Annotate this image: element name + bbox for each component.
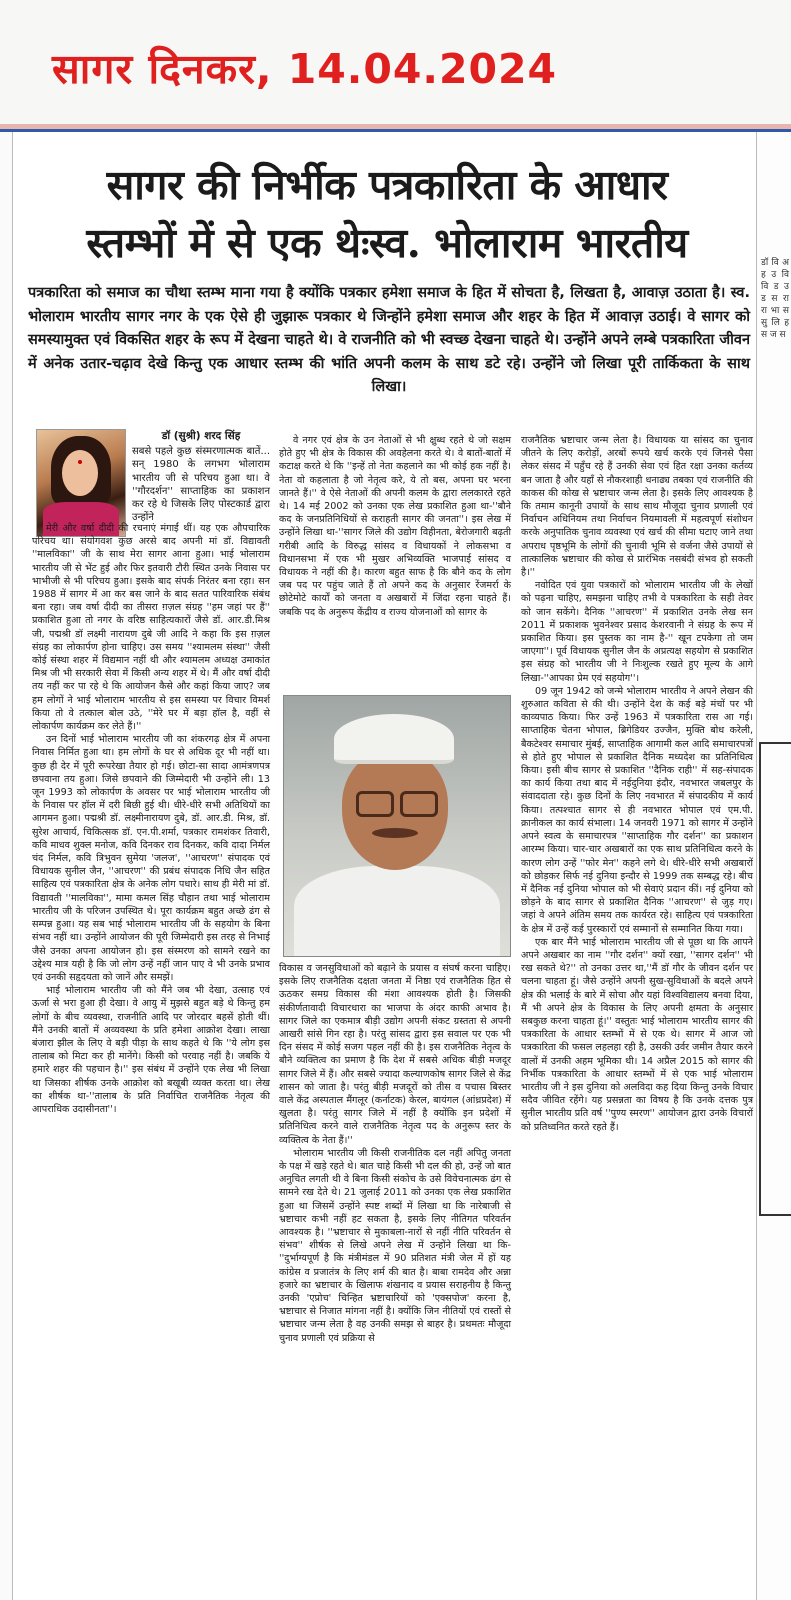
adjacent-article-edge [756,132,791,1600]
col3-paragraph-1: राजनैतिक भ्रष्टाचार जन्म लेता है। विधायक या सांसद का चुनाव जीतने के लिए करोड़ों, अरबों रूपये खर्च करके एवं जिनसे पैसा लेकर संसद में पहुँच रहे हैं उनकी सेवा एवं हित रक्षा उनका कर्तव्य बन जाता है और यहाँ से नौकरशाही धनाढ्य तबका एवं राजनीति की काकस की कोख से भ्रष्टाचार जन्म लेता है। इसके लिए आवश्यक है कि तमाम कानूनी उपायों के साथ साथ मौजूदा चुनाव प्रणाली एवं निर्वाचन अधिनियम तथा निर्वाचन नियमावली में महत्वपूर्ण संशोधन करके अनुपातिक चुनाव व्यवस्था एवं खर्च की सीमा घटाए जाने तथा अपराध पृष्ठभूमि के लोगों की चुनावी भूमि से वर्जना जैसे उपायों से तात्कालिक भ्रष्टाचार की कोख से प्रारंभिक नसबंदी संभव हो सकती है।'' [521,435,753,579]
headline-line-1: सागर की निर्भीक पत्रकारिता के आधार [106,161,668,209]
left-page-edge [0,132,13,1600]
column-3 [521,434,753,1134]
publication-title: सागर दिनकर, 14.04.2024 [52,45,558,93]
byline-text: सबसे पहले कुछ संस्मरणात्मक बातें... सन् 1980 के लगभग भोलाराम भारतीय जी से परिचय हुआ था। वे ''गौरदर्शन'' साप्ताहिक का प्रकाशन कर रहे थे जिसके लिए पोस्टकार्ड द्वारा उन्होंने [132,446,270,524]
col2-paragraph-2: भोलाराम भारतीय जी किसी राजनीतिक दल नहीं अपितु जनता के पक्ष में खड़े रहते थे। बात चाहे किसी भी दल की हो, उन्हें जो बात अनुचित लगती थी वे बिना किसी संकोच के उसे विवेचनात्मक ढंग से सामने रख देते थे। 21 जुलाई 2011 को उनका एक लेख प्रकाशित हुआ था जिसमें उन्होंने स्पष्ट शब्दों में लिखा था कि नारेबाजी से भ्रष्टाचार कभी नहीं हट सकता है, इसके लिए नीतिगत परिवर्तन आवश्यक है। ''भ्रष्टाचार से मुकाबला-नारों से नहीं नीति परिवर्तन से संभव'' शीर्षक से लिखे अपने लेख में उन्होंने लिखा था कि-''दुर्भाग्यपूर्ण है कि मंत्रीमंडल में 90 प्रतिशत मंत्री जेल में हों यह कांग्रेस व प्रजातंत्र के लिए शर्म की बात है। बाबा रामदेव और अन्ना हजारे का भ्रष्टाचार के खिलाफ शंखनाद व प्रयास सराहनीय है किन्तु उनकी 'एप्रोच' चिन्हित भ्रष्टाचारियों को 'एक्सपोज' करना है, भ्रष्टाचार से निजात मांगना नहीं है। क्योंकि जिन नीतियों एवं रास्तों से भ्रष्टाचार जन्म लेता है वह उनकी समझ से बाहर है। प्रथमतः मौजूदा चुनाव प्रणाली एवं प्रक्रिया से [279,1147,511,1344]
col2-paragraph-1: विकास व जनसुविधाओं को बढ़ाने के प्रयास व संघर्ष करना चाहिए। इसके लिए राजनैतिक दक्षता जनता में निष्ठा एवं राजनैतिक हित से ऊठकर समग्र विकास की मंशा आवश्यक होती है। जिसकी संकीर्णतावादी विचारधारा का भाजपा के अंदर काफी अभाव है। सागर जिले का एकमात्र बीड़ी उद्योग अपनी संकट ग्रस्तता से अपनी आखरी सांसे गिन रहा है। परंतु सांसद द्वारा इस सवाल पर एक भी दिन संसद में कोई सजग पहल नहीं की है। इस राजनैतिक नेतृत्व के बौने व्यक्तित्व का प्रमाण है कि देश में सबसे अधिक बीड़ी मजदूर सागर जिले में हैं। और सबसे ज्यादा कल्याणकोष सागर जिले से केंद्र शासन को जाता है। परंतु बीड़ी मजदूरों को तीस व पचास बिस्तर वाले केंद्र अस्पताल मैंगलूर (कर्नाटक) केरल, बायंगल (आंध्रप्रदेश) में खुलता है। परंतु सागर जिले में नहीं है क्योंकि इन प्रदेशों में प्रतिनिधित्व करने वाले राजनैतिक नेतृत्व पद के अनुरूप स्तर के व्यक्तित्व के नेता हैं।'' [279,963,511,1146]
column-1 [32,522,270,1116]
headline-line-2: स्तम्भों में से एक थेःस्व. भोलाराम भारतीय [86,219,688,267]
col3-paragraph-4: एक बार मैंने भाई भोलाराम भारतीय जी से पूछा था कि आपने अपने अखबार का नाम ''गौर दर्शन'' क्यों रखा, ''सागर दर्शन'' भी रख सकते थे?'' तो उनका उत्तर था,''मैं डॉ गौर के जीवन दर्शन पर चलना चाहता हूं। जैसे उन्होंने अपनी सुख-सुविधाओं के बदले अपने क्षेत्र की भलाई के बारे में सोचा और यहां विश्वविद्यालय बनवा दिया, मैं भी अपने क्षेत्र के विकास के लिए अपनी क्षमता के अनुसार सबकुछ करना चाहता हूं।'' वस्तुतः भाई भोलाराम भारतीय सागर की पत्रकारिता के आधार स्तम्भों में से एक थे। सागर में आज जो पत्रकारिता की फसल लहलहा रही है, उसकी उर्वर जमीन तैयार करने वालों में उनकी अहम भूमिका थी। 14 अप्रैल 2015 को सागर की निर्भीक पत्रकारिता के आधार स्तम्भों में से एक भाई भोलाराम भारतीय जी ने इस दुनिया को अलविदा कह दिया किन्तु उनके विचार सदैव जीवित रहेंगे। यह प्रसन्नता का विषय है कि उनके दत्तक पुत्र सुनील भारतीय प्रति वर्ष ''पुण्य स्मरण'' आयोजन द्वारा उनके विचारों को प्रतिध्वनित करते रहते हैं। [521,936,753,1133]
bholaram-bharatiya-photo [283,695,511,957]
byline-block [132,430,270,524]
column-2 [279,434,511,619]
col3-paragraph-2: नवोदित एवं युवा पत्रकारों को भोलाराम भारतीय जी के लेखों को पढ़ना चाहिए, समझना चाहिए तभी वे पत्रकारिता के सही तेवर को जान सकेंगे। दैनिक ''आचरण'' में प्रकाशित उनके लेख सन 2011 में प्रकाशक भुवनेश्वर प्रसाद केशरवानी ने संग्रह के रूप में प्रकाशित किया। इस पुस्तक का नाम है-'' खून टपकेगा तो जम जाएगा''। पूर्व विधायक सुनील जैन के अप्रत्यक्ष सहयोग से प्रकाशित इस संग्रह को भारतीय जी ने निःशुल्क रखते हुए मूल्य के आगे लिखा-''आपका प्रेम एवं सहयोग''। [521,580,753,684]
col1-paragraph-3: भाई भोलाराम भारतीय जी को मैंने जब भी देखा, उत्साह एवं ऊर्जा से भरा हुआ ही देखा। वे आयु में मुझसे बहुत बड़े थे किन्तु हम लोगों के बीच व्यवस्था, राजनीति आदि पर जोरदार बहसें होती थीं। मैंने उनकी बातों में अव्यवस्था के प्रति हमेशा आक्रोश देखा। लाखा बंजारा झील के लिए वे बड़ी पीड़ा के साथ कहते थे कि ''ये लोग इस तालाब को मिटा कर ही मानेंगे। किसी को परवाह नहीं है। जबकि ये हमारे शहर की पहचान है।'' इस संबंध में उन्होंने एक लेख भी लिखा था जिसका शीर्षक उनके आक्रोश को बखूबी व्यक्त करता था। लेख का शीर्षक था-''तालाब के प्रति निर्वाचित राजनैतिक नेतृत्व की आपराधिक उदासीनता''। [32,985,270,1115]
col1-paragraph-2: उन दिनों भाई भोलाराम भारतीय जी का शंकरगढ़ क्षेत्र में अपना निवास निर्मित हुआ था। हम लोगों के घर से अधिक दूर भी नहीं था। कुछ ही देर में पूरी रूपरेखा तैयार हो गई। छोटा-सा सादा आमंत्रणपत्र छपवाना तय हुआ। जिसे छपवाने की जिम्मेदारी भी उन्होंने ली। 13 जून 1993 को लोकार्पण के अवसर पर भाई भोलाराम भारतीय जी के निवास पर हॉल में दरी बिछी हुई थी। धीरे-धीरे सभी अतिथियों का आगमन हुआ। पद्मश्री डॉ. लक्ष्मीनारायण दुबे, डॉ. आर.डी. मिश्र, डॉ. सुरेश आचार्य, चिकित्सक डॉ. एन.पी.शर्मा, पत्रकार रामशंकर तिवारी, कवि माधव शुक्ल मनोज, कवि दिनकर राव दिनकर, कवि दादा निर्मल चंद निर्मल, कवि त्रिभुवन सुमेया 'जलज', ''आचरण'' संपादक एवं विधायक सुनील जैन, ''आचरण'' की प्रबंध संपादक निधि जैन सहित साहित्य एवं पत्रकारिता क्षेत्र के अनेक लोग पधारे। साथ ही मेरी मां डॉ. विद्यावती ''मालविका'', मामा कमल सिंह चौहान तथा भाई भोलाराम भारतीय जी के परिजन उपस्थित थे। पूरा कार्यक्रम बहुत अच्छे ढंग से सम्पन्न हुआ। यह सब भाई भोलाराम भारतीय जी के सहयोग के बिना संभव नहीं था। उन्होंने आयोजन की पूरी जिम्मेदारी इस तरह से निभाई जैसे उनका अपना आयोजन हो। इस संस्मरण को सामने रखने का उद्देश्य मात्र यही है कि जो लोग उन्हें नहीं जान पाए वे भी उनके प्रभाव एवं उनकी सहृदयता को जानें और समझें। [32,734,270,983]
adjacent-article-text: डॉ वि अ ह उ वि वि ड उ ड स रा रा भा स सु लि ह स ज स [761,258,789,340]
article-intro: पत्रकारिता को समाज का चौथा स्तम्भ माना गया है क्योंकि पत्रकार हमेशा समाज के हित में सोचता है, लिखता है, आवाज़ उठाता है। स्व. भोलाराम भारतीय सागर नगर के एक ऐसे ही जुझारू पत्रकार थे जिन्होंने हमेशा समाज और शहर के हित में आवाज़ उठाई। वे सागर को समस्यामुक्त एवं विकसित शहर के रूप में देखना चाहते थे। वे राजनीति को भी स्वच्छ देखना चाहते थे। उन्होंने अपने लम्बे पत्रकारिता जीवन में अनेक उतार-चढ़ाव देखे किन्तु एक आधार स्तम्भ की भांति अपनी कलम के साथ डटे रहे। उन्होंने जो लिखा पूरी तार्किकता के साथ लिखा। [28,285,750,395]
newspaper-clipping [0,132,791,1600]
page-banner [0,0,791,130]
col1-paragraph-1: मेरी और वर्षा दीदी की रचनाएं मंगाईं थीं। यह एक औपचारिक परिचय था। संयोगवश कुछ अरसे बाद अपनी मां डॉ. विद्यावती ''मालविका'' जी के साथ मेरा सागर आना हुआ। भाई भोलाराम भारतीय जी से भेंट हुई और फिर इतवारी टौरी स्थित उनके निवास पर भाभीजी से भी परिचय हुआ। इसके बाद संपर्क निरंतर बना रहा। सन 1988 में सागर में आ कर बस जाने के बाद सतत पारिवारिक संबंध बना रहा। जब वर्षा दीदी का तीसरा ग़ज़ल संग्रह ''हम जहां पर हैं'' प्रकाशित हुआ तो नगर के वरिष्ठ साहित्यकारों जैसे डॉ. आर.डी.मिश्र जी, पद्मश्री डॉ लक्ष्मी नारायण दुबे जी आदि ने कहा कि इस ग़ज़ल संग्रह का लोकार्पण होना चाहिए। उस समय ''श्यामलम संस्था'' जैसी कोई संस्था शहर में विद्यमान नहीं थी और श्यामलम अध्यक्ष उमाकांत मिश्र जी भी सरकारी सेवा में किसी अन्य शहर में थे। मैं और वर्षा दीदी तय नहीं कर पा रहे थे कि आयोजन कैसे और कहां किया जाए? जब हम लोगों ने भाई भोलाराम भारतीय से इस समस्या पर विचार विमर्श किया तो वे तत्काल बोल उठे, ''मेरे घर में बड़ा हॉल है, वहीं से लोकार्पण कार्यक्रम कर लेते हैं।'' [32,523,270,733]
adjacent-article-box [759,742,791,1216]
col2-paragraph-top: वे नगर एवं क्षेत्र के उन नेताओं से भी क्षुब्ध रहते थे जो सक्षम होते हुए भी क्षेत्र के विकास की अवहेलना करते थे। वे बातों-बातों में कटाक्ष करते थे कि ''इन्हें तो नेता कहलाने का भी कोई हक नहीं है। नेता वो कहलाता है जो नेतृत्व करे, ये तो बस, अपना घर भरना जानते हैं।'' वे ऐसे नेताओं की अपनी कलम के द्वारा ललकारते रहते थे। 14 मई 2002 को उनका एक लेख प्रकाशित हुआ था-''बौने कद के जनप्रतिनिधियों से कराहती सागर की जनता''। इस लेख में उन्होंने लिखा था-''सागर जिले की उद्योग विहीनता, बेरोजगारी बढ़ती गरीबी आदि के विरुद्ध सांसद व विधायकों ने लोकसभा व विधानसभा में एक भी मुखर अभिव्यक्ति भाजपाई सांसद व विधायक ने नहीं की है। कारण बहुत साफ है कि बौने कद के लोग जब पद पर पहुंच जाते हैं तो अपने कद के अनुसार रेंजमर्रा के छोटेमोटे कार्यों को जनता व अखबारों में जिंदा रहना चाहते हैं। जबकि पद के अनुरूप केंद्रीय व राज्य योजनाओं को सागर के [279,435,511,618]
article-headline [22,156,752,272]
col3-paragraph-3: 09 जून 1942 को जन्मे भोलाराम भारतीय ने अपने लेखन की शुरुआत कविता से की थी। उन्होंने देश के कई बड़े मंचों पर भी काव्यपाठ किया। फिर उन्हें 1963 में पत्रकारिता रास आ गई। साप्ताहिक चेतना भोपाल, ब्रिगेडियर उज्जैन, मुक्ति बोध करेली, बैकटेश्वर समाचार मुंबई, साप्ताहिक आगामी कल आदि समाचारपत्रों से होते हुए भोपाल से प्रकाशित दैनिक मध्यदेश का प्रतिनिधित्व किया। इसी बीच सागर से प्रकाशित ''दैनिक राही'' में सह-संपादक का कार्य किया तथा बाद में नईदुनिया इंदौर, नवभारत जबलपुर के संवाददाता रहे। कुछ दिनों के लिए नवभारत में संपादकीय में कार्य किया। तत्पश्चात सागर से ही नवभारत भोपाल एवं एम.पी. क्रानीकल का कार्य संभाला। 14 जनवरी 1971 को सागर में उन्होंने अपने स्वत्व के समाचारपत्र ''साप्ताहिक गौर दर्शन'' का प्रकाशन आरम्भ किया। चार-चार अखबारों का एक साथ प्रतिनिधित्व करने के कारण लोग उन्हें ''फोर मेन'' कहने लगे थे। धीरे-धीरे सभी अखबारों को छोड़कर सिर्फ नई दुनिया इन्दौर से 1999 तक सम्बद्ध रहे। बीच में दैनिक नई दुनिया भोपाल को भी सेवाएं प्रदान कीं। नई दुनिया को छोड़ने के बाद सागर से प्रकाशित दैनिक ''आचरण'' से जुड़ गए। जहां वे अपने अंतिम समय तक कार्यरत रहे। साहित्य एवं पत्रकारिता के क्षेत्र में उन्हें कई पुरस्कारों एवं सम्मानों से सम्मानित किया गया। [521,685,753,935]
column-2-lower [279,962,511,1345]
author-photo [36,429,126,537]
author-name: डॉ (सुश्री) शरद सिंह [161,430,241,442]
